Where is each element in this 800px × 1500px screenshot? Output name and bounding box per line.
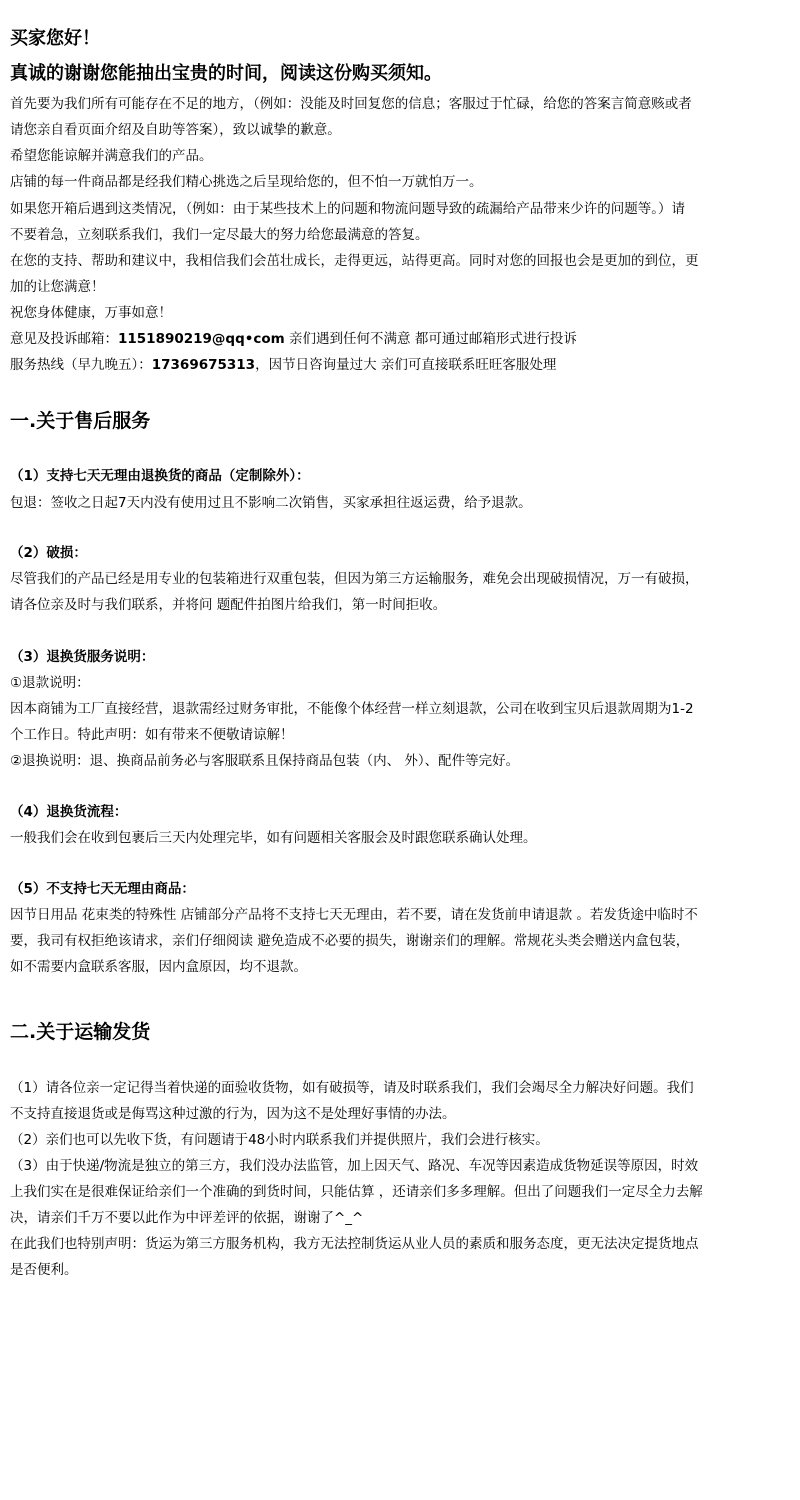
intro-support-line-1: 在您的支持、帮助和建议中，我相信我们会茁壮成长，走得更远，站得更高。同时对您的回报也会是更加的到位，更: [10, 253, 699, 269]
hotline-label: 服务热线（早九晚五）：: [10, 357, 152, 373]
shipping-statement-line-2: 是否便利。: [10, 1262, 78, 1278]
after-sales-item-5-title: （5）不支持七天无理由商品：: [10, 881, 195, 897]
shipping-item-3-line-1: （3）由于快递/物流是独立的第三方，我们没办法监管，加上因天气、路况、车况等因素造成货物延误等原因，时效: [10, 1158, 699, 1174]
after-sales-item-2-body-1: 尽管我们的产品已经是用专业的包装箱进行双重包装，但因为第三方运输服务，难免会出现破损情况，万一有破损，: [10, 571, 699, 587]
after-sales-item-2-title: （2）破损：: [10, 545, 87, 561]
intro-apology-line-1: 首先要为我们所有可能存在不足的地方，（例如：没能及时回复您的信息；客服过于忙碌，给您的答案言简意赅或者: [10, 96, 692, 112]
section-after-sales-title: 一.关于售后服务: [10, 410, 151, 432]
intro-selection-line: 店铺的每一件商品都是经我们精心挑选之后呈现给您的，但不怕一万就怕万一。: [10, 174, 483, 190]
greeting-title: 买家您好！: [10, 28, 100, 49]
refund-explanation-label: ①退款说明：: [10, 675, 90, 691]
after-sales-item-4-body: 一般我们会在收到包裹后三天内处理完毕，如有问题相关客服会及时跟您联系确认处理。: [10, 830, 537, 846]
email-note: 亲们遇到任何不满意 都可通过邮箱形式进行投诉: [284, 331, 577, 347]
intro-issue-line-1: 如果您开箱后遇到这类情况，（例如：由于某些技术上的问题和物流问题导致的疏漏给产品带来少许的问题等。）请: [10, 201, 685, 217]
intro-support-line-2: 加的让您满意！: [10, 279, 105, 295]
after-sales-item-4-title: （4）退换货流程：: [10, 804, 128, 820]
service-hotline-line: [10, 356, 786, 374]
intro-apology-line-2: 请您亲自看页面介绍及自助等答案），致以诚挚的歉意。: [10, 122, 341, 138]
intro-wishes-line: 祝您身体健康，万事如意！: [10, 305, 172, 321]
after-sales-item-5-body-1: 因节日用品 花束类的特殊性 店铺部分产品将不支持七天无理由，若不要，请在发货前申请退款 。若发货途中临时不: [10, 907, 698, 923]
shipping-item-2-line: （2）亲们也可以先收下货，有问题请于48小时内联系我们并提供照片，我们会进行核实。: [10, 1132, 549, 1148]
exchange-explanation-line: ②退换说明：退、换商品前务必与客服联系且保持商品包装（内、 外）、配件等完好。: [10, 753, 520, 769]
hotline-note: ，因节日咨询量过大 亲们可直接联系旺旺客服处理: [255, 357, 557, 373]
after-sales-item-3-title: （3）退换货服务说明：: [10, 649, 155, 665]
hotline-number: 17369675313: [151, 357, 256, 373]
after-sales-item-1-body: 包退：签收之日起7天内没有使用过且不影响二次销售，买家承担往返运费，给予退款。: [10, 495, 532, 511]
section-shipping-title: 二.关于运输发货: [10, 1021, 151, 1043]
shipping-statement-line-1: 在此我们也特别声明：货运为第三方服务机构，我方无法控制货运从业人员的素质和服务态度，更无法决定提货地点: [10, 1236, 699, 1252]
intro-issue-line-2: 不要着急，立刻联系我们，我们一定尽最大的努力给您最满意的答复。: [10, 227, 429, 243]
refund-explanation-line-2: 个工作日。特此声明：如有带来不便敬请谅解！: [10, 727, 294, 743]
greeting-subtitle: 真诚的谢谢您能抽出宝贵的时间，阅读这份购买须知。: [10, 63, 442, 84]
refund-explanation-line-1: 因本商铺为工厂直接经营，退款需经过财务审批，不能像个体经营一样立刻退款，公司在收到宝贝后退款周期为1-2: [10, 701, 694, 717]
after-sales-item-5-body-2: 要，我司有权拒绝该请求，亲们仔细阅读 避免造成不必要的损失，谢谢亲们的理解。常规花头类会赠送内盒包装，: [10, 933, 690, 949]
intro-hope-line: 希望您能谅解并满意我们的产品。: [10, 148, 213, 164]
after-sales-item-2-body-2: 请各位亲及时与我们联系，并将问 题配件拍图片给我们，第一时间拒收。: [10, 597, 447, 613]
email-label: 意见及投诉邮箱：: [10, 331, 118, 347]
complaint-email-line: [10, 330, 786, 348]
email-address: 1151890219@qq•com: [118, 331, 285, 347]
shipping-item-3-line-2: 上我们实在是很难保证给亲们一个准确的到货时间，只能估算 ，还请亲们多多理解。但出了问题我们一定尽全力去解: [10, 1184, 703, 1200]
after-sales-item-5-body-3: 如不需要内盒联系客服，因内盒原因，均不退款。: [10, 959, 307, 975]
after-sales-item-1-title: （1）支持七天无理由退换货的商品（定制除外）：: [10, 468, 310, 484]
shipping-item-3-line-3: 决，请亲们千万不要以此作为中评差评的依据，谢谢了^_^: [10, 1210, 364, 1226]
shipping-item-1-line-2: 不支持直接退货或是侮骂这种过激的行为，因为这不是处理好事情的办法。: [10, 1106, 456, 1122]
shipping-item-1-line-1: （1）请各位亲一定记得当着快递的面验收货物，如有破损等，请及时联系我们，我们会竭尽全力解决好问题。我们: [10, 1080, 694, 1096]
